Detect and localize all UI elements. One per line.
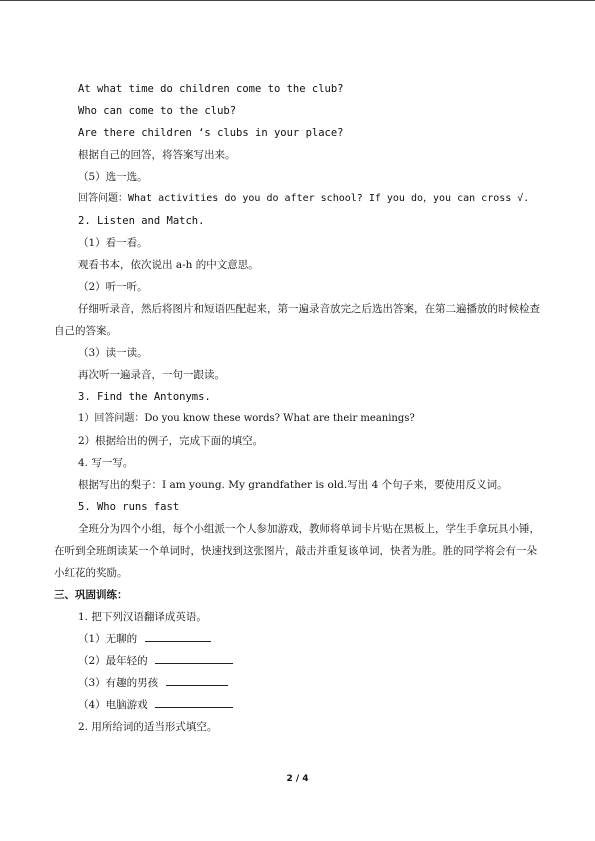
step-heading: （2）听一听。 <box>78 281 148 293</box>
instruction-paragraph: 根据写出的梨子：I am young. My grandfather is old.写出 4 个句子来，要使用反义词。 <box>78 479 508 491</box>
instruction-line: 再次听一遍录音，一句一跟读。 <box>78 369 225 381</box>
instruction-paragraph: 全班分为四个小组，每个小组派一个人参加游戏，教师将单词卡片贴在黑板上，学生手拿玩具小锤，在听到全班朗读某一个单词时，快速找到这张图片，敲击并重复该单词，快者为胜。胜的同学将会有一朵小红花的奖励。 <box>54 523 540 579</box>
exercise-item-label: （1）无聊的 <box>78 633 138 645</box>
exercise-title: 1. 把下列汉语翻译成英语。 <box>78 611 207 623</box>
exercise-item <box>54 650 544 672</box>
instruction-line: 根据自己的回答，将答案写出来。 <box>78 149 236 161</box>
step-heading: （3）读一读。 <box>78 347 148 359</box>
activity-heading: 3. Find the Antonyms. <box>78 391 211 403</box>
instruction-line: 2）根据给出的例子，完成下面的填空。 <box>78 435 264 447</box>
exercise-item <box>54 694 544 716</box>
exercise-title: 2. 用所给词的适当形式填空。 <box>78 721 218 733</box>
question-line: Are there children ‘s clubs in your place? <box>78 127 344 139</box>
activity-heading: 5. Who runs fast <box>78 501 180 513</box>
instruction-line: 回答问题：What activities do you do after school? If you do，you can cross √. <box>78 193 530 204</box>
exercise-item <box>54 672 544 694</box>
activity-heading: 4. 写一写。 <box>78 457 134 469</box>
exercise-item-label: （3）有趣的男孩 <box>78 677 159 689</box>
exercise-item <box>54 628 544 650</box>
answer-blank[interactable] <box>145 629 211 642</box>
instruction-paragraph: 仔细听录音，然后将图片和短语匹配起来，第一遍录音放完之后选出答案，在第二遍播放的时候检查自己的答案。 <box>54 303 540 337</box>
document-body <box>54 78 544 738</box>
step-heading: （1）看一看。 <box>78 237 148 249</box>
answer-blank[interactable] <box>155 651 233 664</box>
page-top-rule <box>0 0 595 1</box>
page-number: 2 / 4 <box>286 774 309 784</box>
answer-blank[interactable] <box>166 673 228 686</box>
exercise-item-label: （2）最年轻的 <box>78 655 148 667</box>
activity-heading: 2. Listen and Match. <box>78 215 205 227</box>
answer-blank[interactable] <box>155 695 233 708</box>
exercise-item-label: （4）电脑游戏 <box>78 699 148 711</box>
instruction-line: 1）回答问题：Do you know these words? What are their meanings? <box>78 413 415 424</box>
question-line: Who can come to the club? <box>78 105 237 117</box>
step-heading: （5）选一选。 <box>78 171 148 183</box>
instruction-line: 观看书本，依次说出 a-h 的中文意思。 <box>78 259 259 271</box>
question-line: At what time do children come to the club? <box>78 83 344 95</box>
section-title: 三、巩固训练： <box>54 589 128 601</box>
